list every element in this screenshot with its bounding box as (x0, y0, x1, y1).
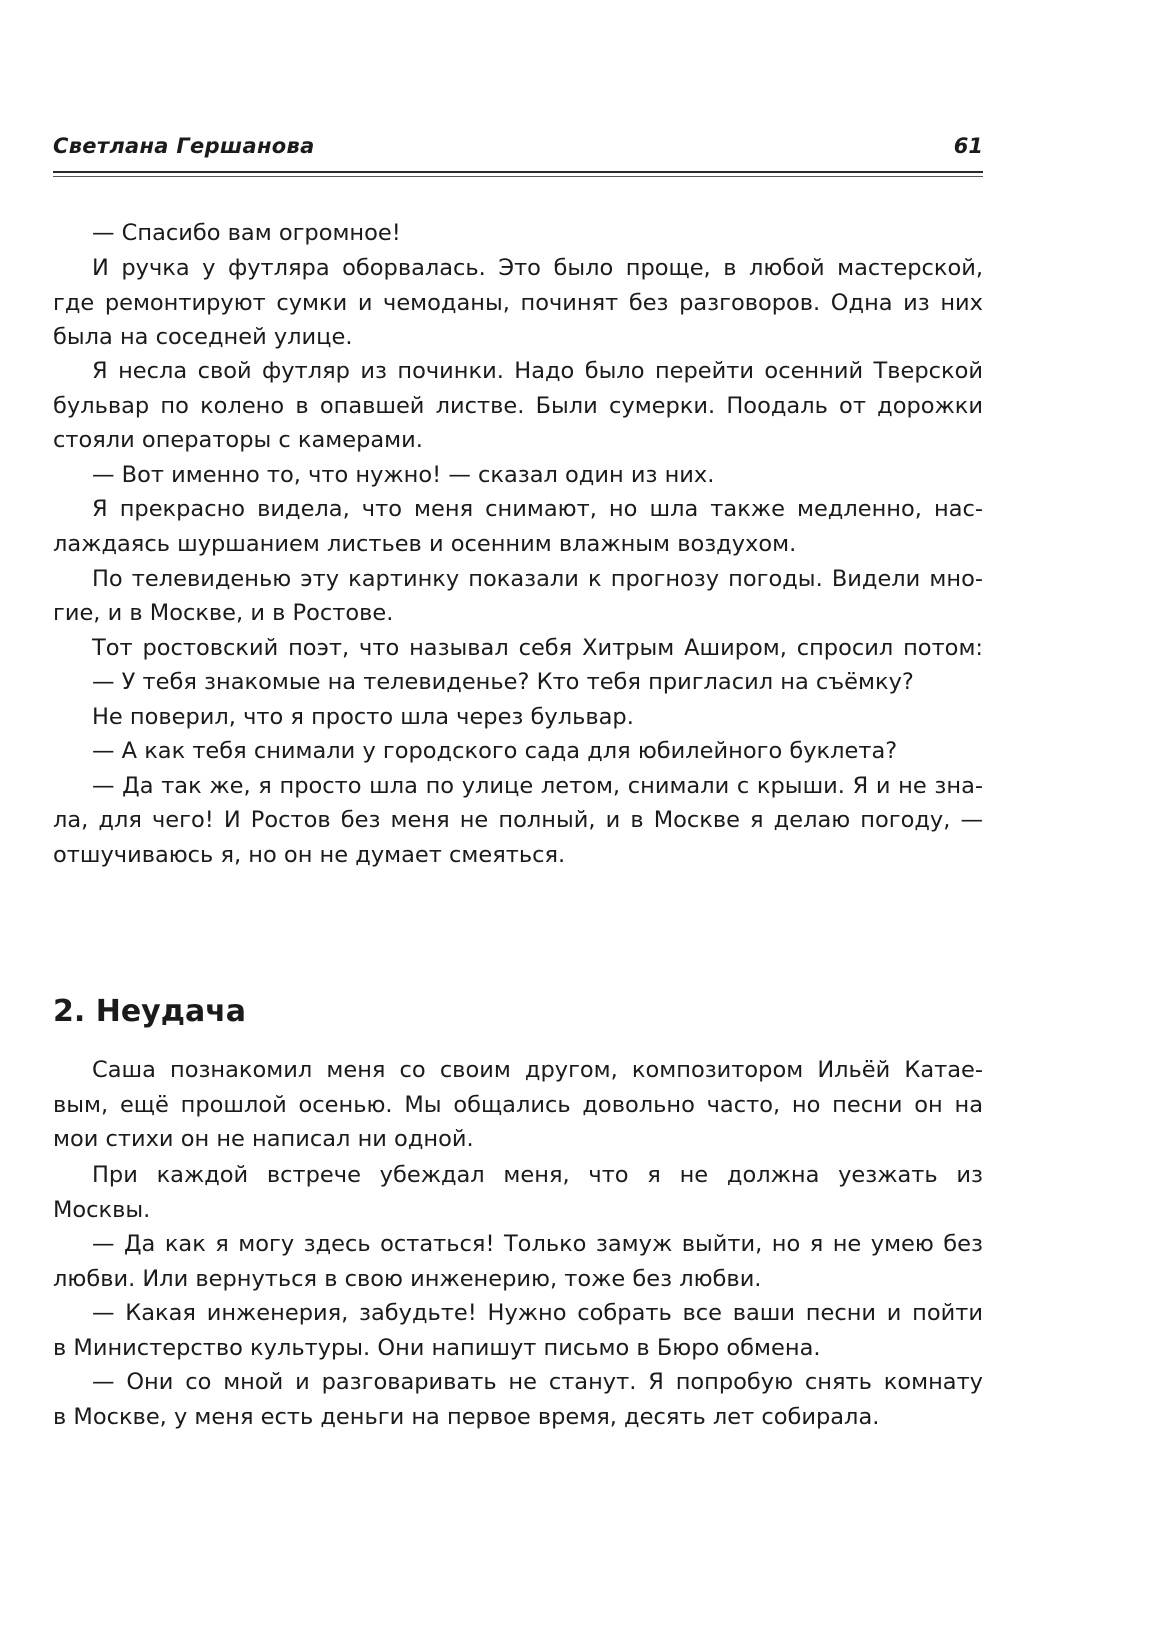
text-line: — У тебя знакомые на телевиденье? Кто тебя пригласил на съёмку? (92, 669, 914, 695)
running-header (53, 134, 983, 164)
text-line: Не поверил, что я просто шла через бульвар. (92, 704, 634, 730)
text-line: бульвар по колено в опавшей листве. Были сумерки. Поодаль от дорожки (53, 393, 983, 419)
text-line: — Они со мной и разговаривать не станут. Я попробую снять комнату (92, 1369, 983, 1395)
text-line: в Москве, у меня есть деньги на первое время, десять лет собирала. (53, 1404, 880, 1430)
header-rule-thin (53, 176, 983, 177)
header-author: Светлана Гершанова (53, 134, 315, 158)
text-line: И ручка у футляра оборвалась. Это было проще, в любой мастерской, (92, 255, 983, 281)
text-line: ла, для чего! И Ростов без меня не полный, и в Москве я делаю погоду, — (53, 807, 983, 833)
text-line: гие, и в Москве, и в Ростове. (53, 600, 394, 626)
text-line: По телевиденью эту картинку показали к прогнозу погоды. Видели мно- (92, 566, 983, 592)
text-line: в Министерство культуры. Они напишут письмо в Бюро обмена. (53, 1335, 821, 1361)
header-rule-thick (53, 171, 983, 173)
text-line: — Да так же, я просто шла по улице летом, снимали с крыши. Я и не зна- (92, 773, 983, 799)
text-line: — Спасибо вам огромное! (92, 220, 401, 246)
text-line: лаждаясь шуршанием листьев и осенним влажным воздухом. (53, 531, 797, 557)
text-line: Тот ростовский поэт, что называл себя Хитрым Аширом, спросил потом: (92, 635, 983, 661)
text-line: Саша познакомил меня со своим другом, композитором Ильёй Катае- (92, 1057, 983, 1083)
text-line: стояли операторы с камерами. (53, 427, 423, 453)
text-line: была на соседней улице. (53, 324, 353, 350)
section-heading: 2. Неудача (53, 994, 247, 1029)
text-line: — Какая инженерия, забудьте! Нужно собрать все ваши песни и пойти (92, 1300, 983, 1326)
text-line: — Да как я могу здесь остаться! Только замуж выйти, но я не умею без (92, 1231, 983, 1257)
text-line: вым, ещё прошлой осенью. Мы общались довольно часто, но песни он на (53, 1092, 983, 1118)
text-line: любви. Или вернуться в свою инженерию, тоже без любви. (53, 1266, 762, 1292)
text-line: — А как тебя снимали у городского сада для юбилейного буклета? (92, 738, 898, 764)
text-line: Москвы. (53, 1197, 151, 1223)
text-line: где ремонтируют сумки и чемоданы, починят без разговоров. Одна из них (53, 290, 983, 316)
text-line: мои стихи он не написал ни одной. (53, 1126, 474, 1152)
text-line: Я прекрасно видела, что меня снимают, но шла также медленно, нас- (92, 496, 983, 522)
text-line: Я несла свой футляр из починки. Надо было перейти осенний Тверской (92, 358, 983, 384)
text-line: При каждой встрече убеждал меня, что я не должна уезжать из (92, 1162, 983, 1188)
text-line: — Вот именно то, что нужно! — сказал один из них. (92, 462, 715, 488)
text-line: отшучиваюсь я, но он не думает смеяться. (53, 842, 566, 868)
page-number: 61 (953, 134, 983, 158)
